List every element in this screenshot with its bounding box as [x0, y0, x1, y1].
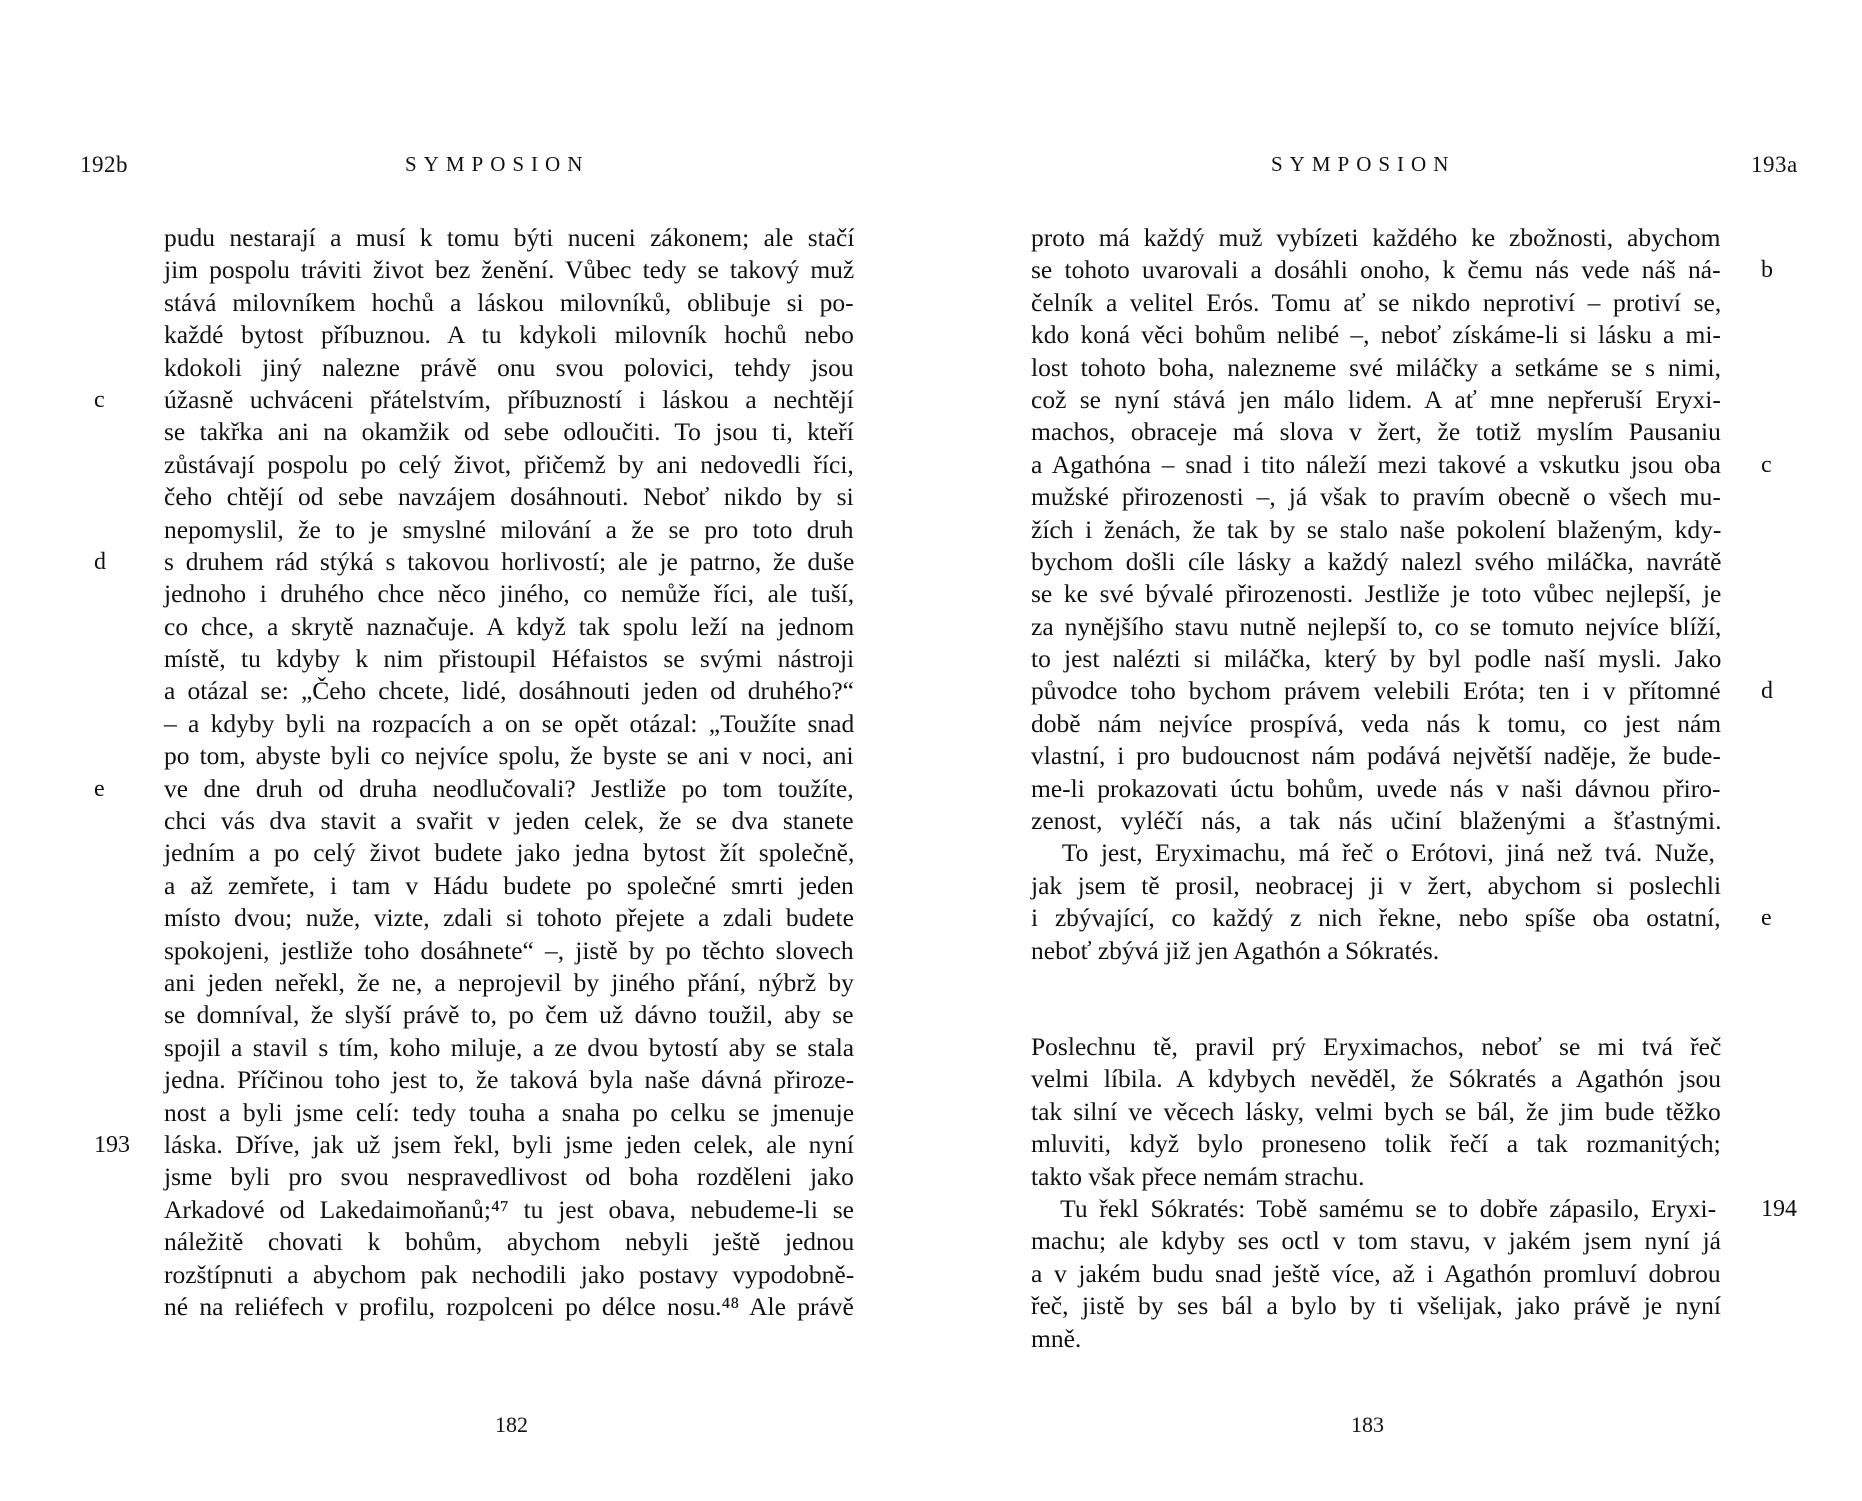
stephanus-marginal-number: 194	[1761, 1195, 1797, 1222]
line-text: se domníval, že slyší právě to, po čem už dávno toužil, aby se	[164, 1000, 854, 1030]
stephanus-marginal-number: c	[1761, 451, 1772, 478]
line-text: kdokoli jiný nalezne právě onu svou polovici, tehdy jsou	[164, 352, 854, 382]
stephanus-marginal-number: d	[1761, 678, 1773, 705]
line-text: lost tohoto boha, nalezneme své miláčky a setkáme se s nimi,	[1031, 352, 1722, 382]
text-line	[164, 1291, 854, 1323]
line-text: jsme byli pro svou nespravedlivost od boha rozděleni jako	[164, 1162, 854, 1192]
text-line	[164, 287, 854, 319]
text-line	[164, 481, 854, 513]
text-line	[164, 254, 854, 286]
line-text: po tom, abyste byli co nejvíce spolu, že byste se ani v noci, ani	[164, 741, 854, 771]
line-text: kdo koná věci bohům nelibé –, neboť získáme-li si lásku a mi-	[1031, 320, 1721, 350]
text-line	[1031, 1323, 1721, 1355]
text-line	[1031, 352, 1721, 384]
text-line	[164, 319, 854, 351]
text-line	[164, 967, 854, 999]
stephanus-marginal-number: 193	[94, 1131, 130, 1158]
text-line	[1031, 773, 1721, 805]
text-line	[1031, 870, 1721, 902]
page-number: 182	[495, 1412, 528, 1437]
text-line	[1031, 805, 1721, 837]
line-text: spojil a stavil s tím, koho miluje, a ze dvou bytostí aby se stala	[164, 1032, 855, 1062]
line-text: a až zemřete, i tam v Hádu budete po společné smrti jeden	[164, 870, 854, 900]
line-text: jim pospolu tráviti život bez ženění. Vůbec tedy se takový muž	[164, 255, 855, 285]
text-line	[164, 578, 854, 610]
text-line	[164, 222, 854, 254]
line-text: s druhem rád stýká s takovou horlivostí; ale je patrno, že duše	[164, 546, 855, 576]
paragraph-gap	[1031, 967, 1721, 1031]
line-text: pudu nestarají a musí k tomu býti nuceni zákonem; ale stačí	[164, 223, 855, 252]
text-line	[164, 1097, 854, 1129]
text-line	[1031, 740, 1721, 772]
line-text: né na reliéfech v profilu, rozpolceni po délce nosu.⁴⁸ Ale právě	[164, 1291, 854, 1321]
text-line	[1031, 1258, 1721, 1290]
text-line	[164, 1064, 854, 1096]
text-line	[164, 352, 854, 384]
line-text: velmi líbila. A kdybych nevěděl, že Sókratés a Agathón jsou	[1031, 1064, 1722, 1094]
line-text: a v jakém budu snad ještě více, až i Agathón promluví dobrou	[1031, 1258, 1721, 1288]
line-text: jedním a po celý život budete jako jedna bytost žít společně,	[164, 838, 855, 868]
text-line	[1031, 1193, 1797, 1225]
text-line	[1031, 675, 1773, 707]
page-number: 183	[1351, 1412, 1384, 1437]
text-line	[1031, 1063, 1721, 1095]
line-text: machu; ale kdyby ses octl v tom stavu, v jakém jsem nyní já	[1031, 1226, 1722, 1256]
text-line	[164, 870, 854, 902]
text-line	[164, 449, 854, 481]
text-line	[164, 740, 854, 772]
body-text	[94, 222, 855, 1323]
text-line	[1031, 287, 1721, 319]
text-line	[1031, 708, 1721, 740]
line-text: tak silní ve věcech lásky, velmi bych se bál, že jim bude těžko	[1031, 1096, 1721, 1126]
line-text: době nám nejvíce prospívá, veda nás k tomu, co jest nám	[1031, 708, 1722, 738]
line-text: úžasně uchváceni přátelstvím, příbuzností i láskou a nechtějí	[164, 384, 854, 414]
stephanus-reference: 193a	[1751, 152, 1798, 177]
line-text: každé bytost příbuznou. A tu kdykoli milovník hochů nebo	[164, 320, 854, 350]
line-text: – a kdyby byli na rozpacích a on se opět otázal: „Toužíte snad	[164, 708, 855, 738]
text-line	[164, 675, 854, 707]
line-text: zenost, vyléčí nás, a tak nás učiní blaženými a šťastnými.	[1031, 806, 1722, 836]
line-text: rozštípnuti a abychom pak nechodili jako postavy vypodobně-	[164, 1259, 855, 1289]
line-text: machos, obraceje má slova v žert, že totiž myslím Pausaniu	[1031, 417, 1721, 447]
line-text: neboť zbývá již jen Agathón a Sókratés.	[1031, 935, 1440, 965]
line-text: a otázal se: „Čeho chcete, lidé, dosáhnouti jeden od druhého?“	[164, 676, 854, 706]
text-line	[164, 805, 854, 837]
text-line	[1031, 1096, 1721, 1128]
line-text: Poslechnu tě, pravil prý Eryximachos, neboť se mi tvá řeč	[1031, 1031, 1722, 1061]
text-line	[1031, 546, 1721, 578]
text-line	[164, 837, 854, 869]
text-line	[94, 773, 854, 805]
text-line	[1031, 1161, 1721, 1193]
line-text: chci vás dva stavit a svařit v jeden celek, že se dva stanete	[164, 806, 854, 836]
text-line	[1031, 578, 1721, 610]
line-text: mužské přirozenosti –, já však to pravím obecně o všech mu-	[1031, 482, 1721, 512]
text-line	[1031, 319, 1721, 351]
line-text: se tohoto uvarovali a dosáhli onoho, k čemu nás vede náš ná-	[1031, 255, 1721, 285]
stephanus-reference: 192b	[80, 152, 128, 177]
line-text: Tu řekl Sókratés: Tobě samému se to dobře zápasilo, Eryxi-	[1031, 1193, 1717, 1223]
line-text: ani jeden neřekl, že ne, a neprojevil by jiného přání, nýbrž by	[164, 967, 854, 997]
line-text: což se nyní stává jen málo lidem. A ať mne nepřeruší Eryxi-	[1031, 384, 1721, 414]
text-line	[164, 1161, 854, 1193]
line-text: náležitě chovati k bohům, abychom nebyli ještě jednou	[164, 1227, 855, 1257]
line-text: nepomyslil, že to je smyslné milování a že se pro toto druh	[164, 514, 854, 544]
text-line	[1031, 514, 1721, 546]
text-line	[1031, 1290, 1721, 1322]
text-line	[164, 416, 854, 448]
text-line	[1031, 1031, 1721, 1063]
text-line	[1031, 643, 1721, 675]
line-text: čelník a velitel Erós. Tomu ať se nikdo neprotiví – protiví se,	[1031, 287, 1722, 317]
line-text: vlastní, i pro budoucnost nám podává největší naděje, že bude-	[1031, 741, 1721, 771]
line-text: bychom došli cíle lásky a každý nalezl svého miláčka, navrátě	[1031, 546, 1722, 576]
text-line	[94, 1129, 855, 1161]
text-line	[164, 708, 854, 740]
line-text: zůstávají pospolu po celý život, přičemž by ani nedovedli říci,	[164, 449, 854, 479]
line-text: čeho chtějí od sebe navzájem dosáhnouti. Neboť nikdo by si	[164, 482, 854, 512]
line-text: místě, tu kdyby k nim přistoupil Héfaistos se svými nástroji	[164, 644, 855, 674]
line-text: se takřka ani na okamžik od sebe odloučiti. To jsou ti, kteří	[164, 417, 854, 447]
text-line	[1031, 384, 1721, 416]
right-page	[931, 0, 1862, 1501]
line-text: se ke své bývalé přirozenosti. Jestliže je toto vůbec nejlepší, je	[1031, 579, 1722, 609]
text-line	[94, 546, 855, 578]
line-text: proto má každý muž vybízeti každého ke zbožnosti, abychom	[1031, 223, 1721, 252]
text-line	[1031, 449, 1772, 481]
text-line	[1031, 481, 1721, 513]
stephanus-marginal-number: e	[1761, 905, 1772, 932]
line-text: mně.	[1031, 1323, 1082, 1353]
line-text: i zbývající, co každý z nich řekne, nebo spíše oba ostatní,	[1031, 903, 1721, 933]
text-line	[164, 1259, 854, 1291]
text-line	[1031, 935, 1721, 967]
line-text: řeč, jistě by ses bál a bylo by ti všelijak, jako právě je nyní	[1031, 1291, 1721, 1321]
text-line	[1031, 611, 1721, 643]
running-head: SYMPOSION	[405, 152, 590, 176]
line-text: Arkadové od Lakedaimoňanů;⁴⁷ tu jest obava, nebudeme-li se	[164, 1194, 855, 1224]
text-line	[1031, 902, 1772, 934]
stephanus-marginal-number: b	[1761, 257, 1773, 284]
line-text: to jest nalézti si miláčka, který by byl podle naší mysli. Jako	[1031, 644, 1722, 674]
line-text: To jest, Eryximachu, má řeč o Erótovi, jiná než tvá. Nuže,	[1031, 838, 1715, 868]
line-text: žích i ženách, že tak by se stalo naše pokolení blaženým, kdy-	[1031, 514, 1722, 544]
text-line	[164, 611, 854, 643]
text-line	[1031, 1225, 1721, 1257]
line-text: mluviti, když bylo proneseno tolik řečí a tak rozmanitých;	[1031, 1129, 1721, 1159]
stephanus-marginal-number: c	[94, 386, 105, 413]
line-text: za nynějšího stavu nutně nejlepší to, co se tomuto nejvíce blíží,	[1031, 611, 1722, 641]
line-text: místo dvou; nuže, vizte, zdali si tohoto přejete a zdali budete	[164, 903, 854, 933]
text-line	[1031, 1128, 1721, 1160]
body-text	[1031, 222, 1797, 1355]
text-line	[94, 384, 854, 416]
line-text: takto však přece nemám strachu.	[1031, 1161, 1365, 1191]
stephanus-marginal-number: e	[94, 775, 105, 802]
text-line	[1031, 222, 1721, 254]
text-line	[164, 902, 854, 934]
line-text: jedna. Příčinou toho jest to, že taková byla naše dávná přiroze-	[164, 1065, 855, 1095]
text-line	[164, 935, 854, 967]
text-line	[164, 999, 854, 1031]
running-head: SYMPOSION	[1271, 152, 1456, 176]
text-line	[1031, 837, 1721, 869]
line-text: jednoho i druhého chce něco jiného, co nemůže říci, ale tuší,	[164, 579, 855, 609]
text-line	[1031, 254, 1773, 286]
line-text: a Agathóna – snad i tito náleží mezi takové a vskutku jsou oba	[1031, 449, 1721, 479]
text-line	[164, 643, 854, 675]
text-line	[164, 1226, 854, 1258]
line-text: původce toho bychom právem velebili Eróta; ten i v přítomné	[1031, 676, 1721, 706]
stephanus-marginal-number: d	[94, 548, 106, 575]
line-text: stává milovníkem hochů a láskou milovníků, oblibuje si po-	[164, 287, 854, 317]
line-text: nost a byli jsme celí: tedy touha a snaha po celku se jmenuje	[164, 1097, 855, 1127]
text-line	[164, 1032, 854, 1064]
line-text: láska. Dříve, jak už jsem řekl, byli jsme jeden celek, ale nyní	[164, 1129, 855, 1159]
line-text: ve dne druh od druha neodlučovali? Jestliže po tom toužíte,	[164, 773, 854, 803]
line-text: jak jsem tě prosil, neobracej ji v žert, abychom si poslechli	[1031, 870, 1722, 900]
text-line	[164, 514, 854, 546]
text-line	[1031, 416, 1721, 448]
line-text: co chce, a skrytě naznačuje. A když tak spolu leží na jednom	[164, 611, 855, 641]
line-text: me-li prokazovati úctu bohům, uvede nás v naši dávnou přiro-	[1031, 773, 1721, 803]
text-line	[164, 1194, 854, 1226]
line-text: spokojeni, jestliže toho dosáhnete“ –, jistě by po těchto slovech	[164, 935, 854, 965]
